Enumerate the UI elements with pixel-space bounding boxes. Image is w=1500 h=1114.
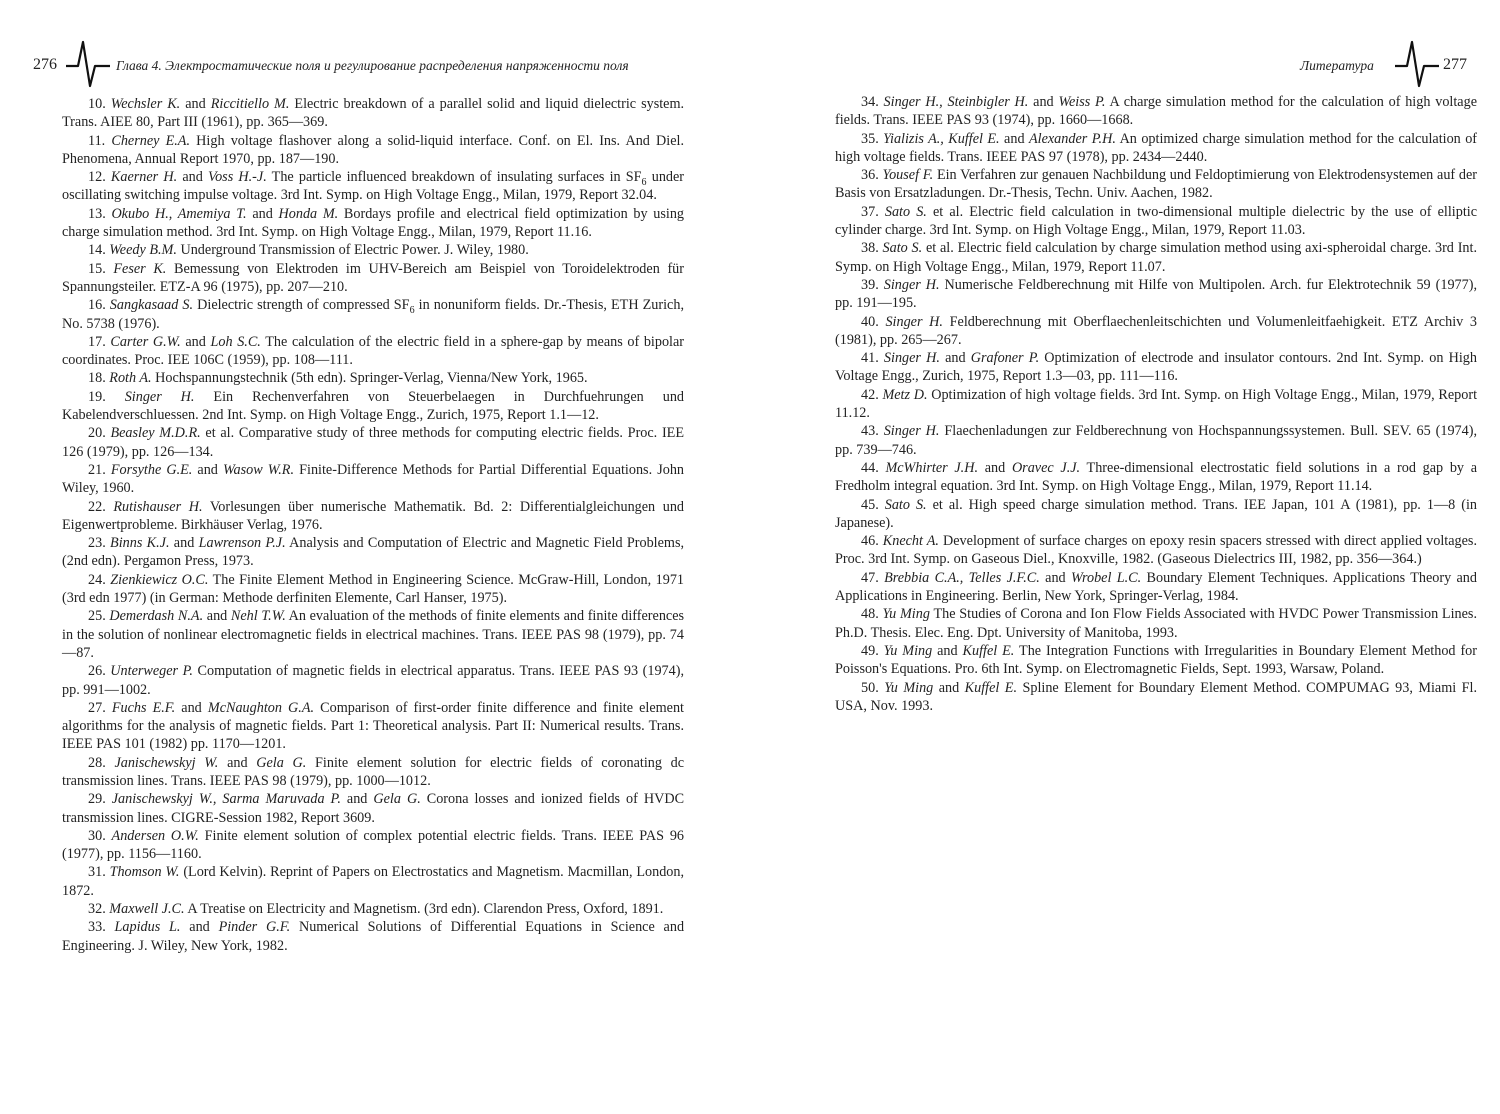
reference-number: 14. xyxy=(88,242,106,259)
reference-text: Numerische Feldberechnung mit Hilfe von Multipolen. Arch. fur Elektrotechnik 59 (1977), pp. 191—195. xyxy=(835,276,1477,312)
reference-authors-2: Voss H.-J. xyxy=(208,169,267,186)
reference-conjunction: and xyxy=(173,535,195,552)
reference-text-continued: in nonuniform fields. Dr.-Thesis, ETH Zurich, No. 5738 (1976). xyxy=(62,297,684,332)
reference-text: et al. High speed charge simulation method. Trans. IEE Japan, 101 A (1981), pp. 1—8 (in Japanese). xyxy=(835,496,1477,531)
reference-entry xyxy=(62,132,684,169)
reference-authors: Andersen O.W. xyxy=(111,827,199,844)
reference-entry xyxy=(835,203,1477,240)
reference-conjunction: and xyxy=(945,350,966,367)
reference-entry xyxy=(62,918,684,955)
reference-number: 42. xyxy=(861,386,879,403)
reference-text: Dielectric strength of compressed SF xyxy=(197,297,410,314)
reference-text: An optimized charge simulation method for the calculation of high voltage fields. Trans. IEEE PAS 97 (1978), pp. 2434—2440. xyxy=(835,130,1478,165)
reference-text: Vorlesungen über numerische Mathematik. Bd. 2: Differentialgleichungen und Eigenwertprobleme. Birkhäuser Verlag, 1976. xyxy=(62,498,685,533)
reference-authors: Sangkasaad S. xyxy=(109,297,194,314)
reference-text: Spline Element for Boundary Element Method. COMPUMAG 93, Miami Fl. USA, Nov. 1993. xyxy=(835,679,1477,714)
reference-authors-2: Kuffel E. xyxy=(964,679,1018,696)
reference-authors-2: Wrobel L.C. xyxy=(1070,569,1142,586)
reference-text: Ein Verfahren zur genauen Nachbildung und Feldoptimierung von Elektrodensystemen auf der Basis von Ersatzladungen. Dr.-Thesis, Techn. Univ. Aachen, 1982. xyxy=(835,167,1478,202)
reference-entry xyxy=(62,607,684,662)
reference-authors-2: Lawrenson P.J. xyxy=(198,535,286,552)
reference-authors: Weedy B.M. xyxy=(109,242,177,259)
reference-number: 47. xyxy=(861,569,879,586)
reference-entry xyxy=(835,93,1477,130)
reference-number: 13. xyxy=(88,205,106,222)
reference-number: 18. xyxy=(88,370,106,387)
reference-authors: Singer H. xyxy=(883,276,940,293)
reference-subscript: 6 xyxy=(641,177,647,189)
reference-number: 19. xyxy=(88,388,106,405)
reference-subscript: 6 xyxy=(409,305,415,317)
reference-list xyxy=(835,93,1477,715)
reference-authors: Yu Ming xyxy=(884,679,934,696)
reference-authors: Binns K.J. xyxy=(110,535,170,552)
reference-text: Finite element solution of complex potential electric fields. Trans. IEEE PAS 96 (1977), pp. 1156—1160. xyxy=(62,827,685,863)
heartbeat-pulse-icon xyxy=(66,38,110,90)
reference-text: Numerical Solutions of Differential Equations in Science and Engineering. J. Wiley, New York, 1982. xyxy=(62,919,685,954)
reference-authors: Maxwell J.C. xyxy=(109,901,185,918)
reference-number: 37. xyxy=(861,203,879,220)
reference-number: 33. xyxy=(88,919,106,936)
reference-authors-2: Alexander P.H. xyxy=(1028,130,1116,147)
reference-number: 29. xyxy=(88,791,106,808)
reference-text: The calculation of the electric field in a sphere-gap by means of bipolar coordinates. Proc. IEE 106C (1959), pp. 108—111. xyxy=(62,333,685,369)
reference-entry xyxy=(62,333,684,370)
reference-authors: Janischewskyj W., Sarma Maruvada P. xyxy=(111,791,341,808)
reference-authors: Carter G.W. xyxy=(110,333,181,350)
reference-entry xyxy=(62,571,684,608)
reference-authors: Wechsler K. xyxy=(110,96,181,112)
reference-text: Corona losses and ionized fields of HVDC transmission lines. CIGRE-Session 1982, Report 3609. xyxy=(62,791,685,826)
reference-authors: Singer H. xyxy=(885,313,943,330)
reference-text: (Lord Kelvin). Reprint of Papers on Electrostatics and Magnetism. Macmillan, London, 1872. xyxy=(62,864,685,899)
reference-entry xyxy=(62,369,684,387)
reference-text-continued: under oscillating switching impulse voltage. 3rd Int. Symp. on High Voltage Engg., Milan, 1979, Report 32.04. xyxy=(62,169,685,204)
reference-authors: Cherney E.A. xyxy=(111,132,191,149)
reference-authors: Yu Ming xyxy=(882,606,930,623)
reference-number: 44. xyxy=(861,459,879,476)
reference-text: Bemessung von Elektroden im UHV-Bereich am Beispiel von Toroidelektroden für Spannungsteiler. ETZ-A 96 (1975), pp. 207—210. xyxy=(62,260,684,295)
reference-entry xyxy=(835,532,1477,569)
reference-entry xyxy=(835,679,1477,716)
reference-number: 26. xyxy=(88,663,106,680)
reference-text: Bordays profile and electrical field optimization by using charge simulation method. 3rd Int. Symp. on High Voltage Engg., Milan, 1979, Report 11.16. xyxy=(62,205,685,241)
reference-authors: Sato S. xyxy=(884,203,927,220)
reference-number: 34. xyxy=(861,94,879,110)
reference-authors: Feser K. xyxy=(113,260,167,277)
reference-number: 24. xyxy=(88,571,106,588)
reference-authors-2: Gela G. xyxy=(256,754,307,771)
reference-text: The Studies of Corona and Ion Flow Fields Associated with HVDC Power Transmission Lines. Ph.D. Thesis. Elec. Eng. Dpt. University of Manitoba, 1993. xyxy=(835,606,1477,641)
reference-conjunction: and xyxy=(937,642,958,659)
reference-entry xyxy=(62,388,684,425)
heartbeat-pulse-icon xyxy=(1395,38,1439,90)
reference-entry xyxy=(62,900,684,918)
reference-number: 35. xyxy=(861,130,879,147)
reference-entry xyxy=(835,349,1477,386)
reference-authors: Sato S. xyxy=(884,496,927,513)
reference-text: Computation of magnetic fields in electrical apparatus. Trans. IEEE PAS 93 (1974), pp. 991—1002. xyxy=(62,663,684,698)
reference-number: 36. xyxy=(861,167,879,184)
reference-text: et al. Comparative study of three methods for computing electric fields. Proc. IEE 126 (1979), pp. 126—134. xyxy=(62,425,685,460)
reference-conjunction: and xyxy=(346,791,368,808)
reference-number: 23. xyxy=(88,535,106,552)
reference-authors: Sato S. xyxy=(882,240,923,257)
reference-authors: Okubo H., Amemiya T. xyxy=(111,205,247,222)
reference-authors: Roth A. xyxy=(109,370,152,387)
reference-authors-2: Gela G. xyxy=(373,791,421,808)
reference-text: Finite-Difference Methods for Partial Differential Equations. John Wiley, 1960. xyxy=(62,461,685,497)
reference-entry xyxy=(62,863,684,900)
reference-authors: Demerdash N.A. xyxy=(109,608,204,625)
reference-number: 21. xyxy=(88,461,106,478)
reference-text: Development of surface charges on epoxy resin spacers stressed with direct applied voltages. Proc. 3rd Int. Symp. on Gaseous Diel., Knoxville, 1982. (Gaseous Dielectrics III, 1982, pp. 356—364.) xyxy=(835,533,1477,568)
running-head: Глава 4. Электростатические поля и регулирование распределения напряженности поля xyxy=(116,58,629,73)
reference-conjunction: and xyxy=(227,754,248,771)
reference-text: Flaechenladungen zur Feldberechnung von Hochspannungssystemen. Bull. SEV. 65 (1974), pp. 739—746. xyxy=(835,423,1478,458)
reference-text: et al. Electric field calculation in two-dimensional multiple dielectric by the use of elliptic cylinder charge. 3rd Int. Symp. on High Voltage Engg., Milan, 1979, Report 11.03. xyxy=(835,203,1477,239)
reference-authors: Kaerner H. xyxy=(110,169,178,186)
reference-entry xyxy=(62,790,684,827)
reference-entry xyxy=(835,605,1477,642)
reference-number: 49. xyxy=(861,642,879,659)
reference-text: Analysis and Computation of Electric and Magnetic Field Problems, (2nd edn). Pergamon Press, 1973. xyxy=(62,535,685,570)
right-page xyxy=(790,0,1500,1114)
reference-entry xyxy=(62,424,684,461)
page-number: 276 xyxy=(33,56,57,73)
reference-text: Underground Transmission of Electric Power. J. Wiley, 1980. xyxy=(180,242,529,259)
reference-authors: Forsythe G.E. xyxy=(110,461,193,478)
reference-entry xyxy=(62,296,684,333)
reference-entry xyxy=(62,241,684,259)
reference-authors-2: Riccitiello M. xyxy=(210,96,290,112)
reference-authors-2: McNaughton G.A. xyxy=(207,699,315,716)
reference-authors: Beasley M.D.R. xyxy=(110,425,201,442)
reference-entry xyxy=(835,642,1477,679)
reference-authors: Janischewskyj W. xyxy=(114,754,219,771)
reference-number: 28. xyxy=(88,754,106,771)
reference-conjunction: and xyxy=(1045,569,1066,586)
reference-authors-2: Wasow W.R. xyxy=(222,461,295,478)
reference-authors: Rutishauser H. xyxy=(113,498,203,515)
reference-text: The particle influenced breakdown of insulating surfaces in SF xyxy=(271,169,642,186)
reference-number: 20. xyxy=(88,425,106,442)
reference-text: Ein Rechenverfahren von Steuerbelaegen in Durchfuehrungen und Kabelendverschluessen. 2nd Int. Symp. on High Voltage Engg., Zurich, 1975, Report 1.1—12. xyxy=(62,388,685,424)
reference-conjunction: and xyxy=(1033,94,1054,110)
reference-authors: Yu Ming xyxy=(883,642,933,659)
reference-conjunction: and xyxy=(938,679,960,696)
reference-authors-2: Oravec J.J. xyxy=(1011,459,1081,476)
reference-entry xyxy=(62,260,684,297)
reference-entry xyxy=(62,699,684,754)
reference-authors: Yousef F. xyxy=(882,167,934,184)
reference-entry xyxy=(835,569,1477,606)
reference-authors-2: Honda M. xyxy=(278,205,339,222)
reference-text: Hochspannungstechnik (5th edn). Springer-Verlag, Vienna/New York, 1965. xyxy=(155,370,588,387)
reference-text: A charge simulation method for the calculation of high voltage fields. Trans. IEEE PAS 93 (1974), pp. 1660—1668. xyxy=(835,94,1477,129)
reference-authors: Brebbia C.A., Telles J.F.C. xyxy=(884,569,1040,586)
reference-authors-2: Loh S.C. xyxy=(210,333,261,350)
reference-number: 11. xyxy=(88,132,106,149)
reference-authors: Unterweger P. xyxy=(110,663,193,680)
reference-text: Electric breakdown of a parallel solid and liquid dielectric system. Trans. AIEE 80, Part III (1961), pp. 365—369. xyxy=(62,96,685,131)
reference-authors: Singer H. xyxy=(883,350,940,367)
reference-entry xyxy=(62,498,684,535)
reference-authors: Yializis A., Kuffel E. xyxy=(883,130,1000,147)
reference-authors: Lapidus L. xyxy=(114,919,181,936)
reference-authors: Metz D. xyxy=(882,386,928,403)
reference-number: 48. xyxy=(861,606,879,623)
reference-entry xyxy=(835,459,1477,496)
reference-entry xyxy=(835,130,1477,167)
reference-conjunction: and xyxy=(189,919,210,936)
reference-number: 30. xyxy=(88,827,106,844)
reference-entry xyxy=(62,461,684,498)
page-number: 277 xyxy=(1443,56,1467,73)
reference-number: 10. xyxy=(88,96,106,112)
reference-authors: Fuchs E.F. xyxy=(111,699,176,716)
reference-text: Boundary Element Techniques. Applications Theory and Applications in Engineering. Berlin, New York, Springer-Verlag, 1984. xyxy=(835,569,1477,605)
reference-entry xyxy=(62,205,684,242)
reference-entry xyxy=(835,422,1477,459)
reference-number: 16. xyxy=(88,297,106,314)
reference-number: 22. xyxy=(88,498,106,515)
reference-authors: Singer H. xyxy=(883,423,940,440)
reference-text: Optimization of high voltage fields. 3rd Int. Symp. on High Voltage Engg., Milan, 1979, Report 11.12. xyxy=(835,386,1478,422)
reference-text: A Treatise on Electricity and Magnetism. (3rd edn). Clarendon Press, Oxford, 1891. xyxy=(187,901,664,918)
reference-number: 17. xyxy=(88,333,106,350)
reference-text: High voltage flashover along a solid-liquid interface. Conf. on El. Ins. And Diel. Phenomena, Annual Report 1970, pp. 187—190. xyxy=(62,132,685,167)
reference-conjunction: and xyxy=(1004,130,1025,147)
reference-conjunction: and xyxy=(197,461,218,478)
reference-authors: Thomson W. xyxy=(109,864,180,881)
reference-conjunction: and xyxy=(185,333,206,350)
reference-authors-2: Pinder G.F. xyxy=(218,919,291,936)
reference-entry xyxy=(62,534,684,571)
reference-number: 46. xyxy=(861,533,879,550)
reference-number: 27. xyxy=(88,699,106,716)
reference-text: The Finite Element Method in Engineering Science. McGraw-Hill, London, 1971 (3rd edn 1977) (in German: Methode derfiniten Elemente, Carl Hanser, 1975). xyxy=(62,571,685,607)
reference-entry xyxy=(835,239,1477,276)
reference-authors: Singer H., Steinbigler H. xyxy=(883,94,1029,110)
reference-text: An evaluation of the methods of finite elements and finite differences in the solution of nonlinear electromagnetic fields in electrical machines. Trans. IEEE PAS 98 (1979), pp. 74—87. xyxy=(62,608,685,661)
reference-entry xyxy=(62,662,684,699)
reference-number: 39. xyxy=(861,276,879,293)
reference-number: 38. xyxy=(861,240,879,257)
reference-entry xyxy=(835,313,1477,350)
reference-authors-2: Kuffel E. xyxy=(962,642,1015,659)
reference-authors: Zienkiewicz O.C. xyxy=(110,571,209,588)
reference-number: 50. xyxy=(861,679,879,696)
left-page xyxy=(0,0,740,1114)
reference-number: 31. xyxy=(88,864,106,881)
reference-number: 12. xyxy=(88,169,106,186)
reference-conjunction: and xyxy=(252,205,273,222)
reference-entry xyxy=(62,827,684,864)
reference-authors: Singer H. xyxy=(124,388,195,405)
reference-number: 15. xyxy=(88,260,106,277)
reference-authors-2: Weiss P. xyxy=(1058,94,1106,110)
reference-conjunction: and xyxy=(185,96,206,112)
reference-entry xyxy=(62,754,684,791)
reference-list xyxy=(62,95,684,955)
reference-entry xyxy=(835,166,1477,203)
running-head: Литература xyxy=(1300,58,1374,73)
reference-text: The Integration Functions with Irregularities in Boundary Element Method for Poisson's Equations. Pro. 6th Int. Symp. on Electromagnetic Fields, Sept. 1993, Warsaw, Poland. xyxy=(835,642,1477,678)
reference-conjunction: and xyxy=(206,608,228,625)
reference-number: 43. xyxy=(861,423,879,440)
reference-text: Three-dimensional electrostatic field solutions in a rod gap by a Fredholm integral equation. 3rd Int. Symp. on High Voltage Engg., Milan, 1979, Report 11.14. xyxy=(835,459,1477,495)
reference-number: 32. xyxy=(88,901,106,918)
reference-text: Comparison of first-order finite difference and finite element algorithms for the analysis of magnetic fields. Part 1: Theoretical analysis. Part II: Numerical results. Trans. IEEE PAS 101 (1982) pp. 1170—1201. xyxy=(62,699,684,753)
reference-entry xyxy=(835,386,1477,423)
reference-entry xyxy=(62,168,684,205)
reference-number: 41. xyxy=(861,350,879,367)
reference-authors: Knecht A. xyxy=(882,533,939,550)
reference-conjunction: and xyxy=(984,459,1006,476)
reference-text: Feldberechnung mit Oberflaechenleitschichten und Volumenleitfaehigkeit. ETZ Archiv 3 (1981), pp. 265—267. xyxy=(835,313,1478,348)
reference-number: 25. xyxy=(88,608,106,625)
reference-entry xyxy=(835,496,1477,533)
reference-text: Finite element solution for electric fields of coronating dc transmission lines. Trans. IEEE PAS 98 (1979), pp. 1000—1012. xyxy=(62,754,685,789)
reference-number: 45. xyxy=(861,496,879,513)
reference-conjunction: and xyxy=(181,699,202,716)
reference-text: et al. Electric field calculation by charge simulation method using axi-spheroidal charge. 3rd Int. Symp. on High Voltage Engg., Milan, 1979, Report 11.07. xyxy=(835,240,1478,275)
reference-number: 40. xyxy=(861,313,879,330)
reference-conjunction: and xyxy=(182,169,203,186)
reference-authors-2: Nehl T.W. xyxy=(230,608,286,625)
reference-entry xyxy=(62,95,684,132)
reference-authors: McWhirter J.H. xyxy=(885,459,979,476)
reference-entry xyxy=(835,276,1477,313)
reference-authors-2: Grafoner P. xyxy=(970,350,1040,367)
reference-text: Optimization of electrode and insulator contours. 2nd Int. Symp. on High Voltage Engg., Zurich, 1975, Report 1.3—03, pp. 111—116. xyxy=(835,350,1477,385)
